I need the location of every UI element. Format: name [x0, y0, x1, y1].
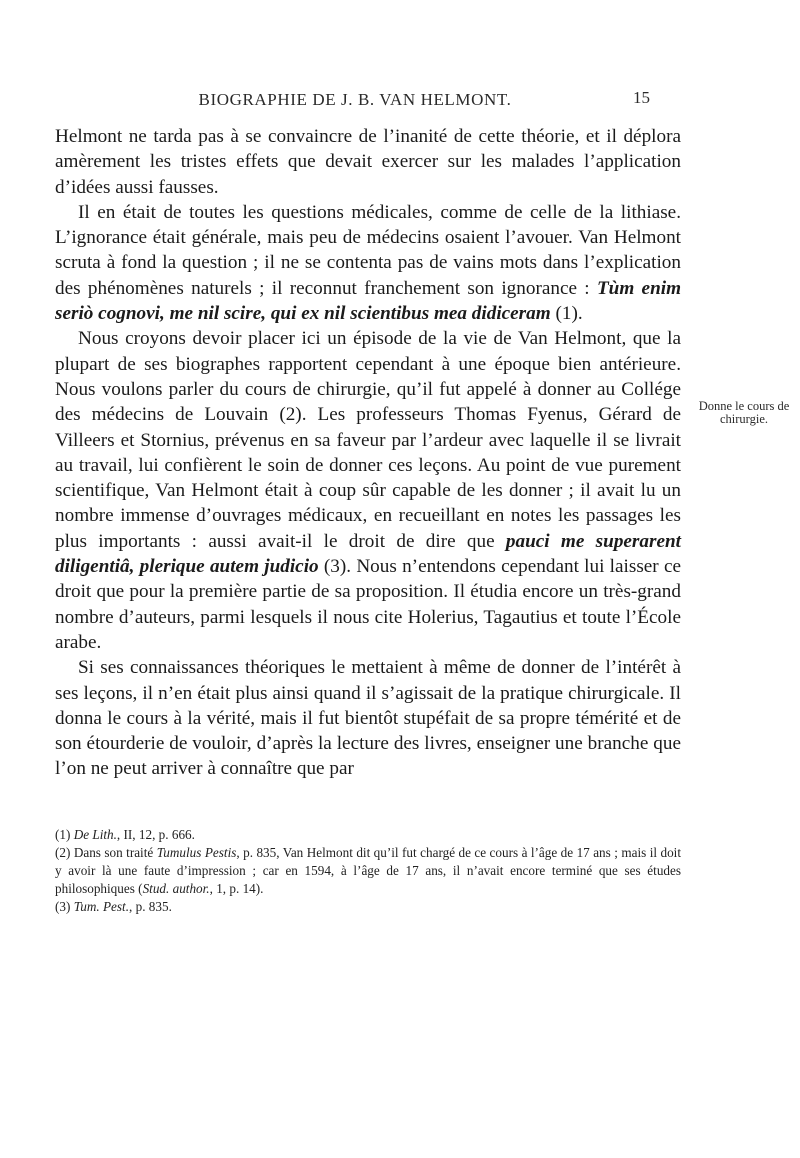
latin-quote-2: pauci me superarent diligentiâ, plerique autem judicio — [55, 530, 681, 578]
footnotes — [55, 826, 681, 916]
paragraph-1: Helmont ne tarda pas à se convaincre de l’inanité de cette théorie, et il déplora amèrement les tristes effets que devait exercer sur les malades l’application d’idées aussi fausses. — [55, 126, 681, 198]
footnote-1-title: De Lith. — [73, 827, 117, 842]
running-head: BIOGRAPHIE DE J. B. VAN HELMONT. — [198, 90, 512, 109]
footnote-2-number: (2) Dans son traité — [55, 845, 157, 860]
paragraph-2 — [55, 200, 681, 326]
footnote-3-rest: , p. 835. — [129, 899, 172, 914]
paragraph-2-text: Il en était de toutes les questions médicales, comme de celle de la lithiase. L’ignorance était générale, mais peu de médecins osaient l’avouer. Van Helmont scruta à fond la question ; il ne se contenta pas de vains mots dans l’explication des phénomènes naturels ; il reconnut franchement son ignorance : — [55, 201, 681, 299]
footnote-3 — [55, 898, 681, 916]
paragraph-3 — [55, 326, 681, 655]
paragraph-4: Si ses connaissances théoriques le mettaient à même de donner de l’intérêt à ses leçons, il n’en était plus ainsi quand il s’agissait de la pratique chirurgicale. Il donna le cours à la vérité, mais il fut bientôt stupéfait de sa propre témérité et de son étourderie de vouloir, d’après la lecture des livres, enseigner une branche que l’on ne peut arriver à connaître que par — [55, 657, 681, 780]
footnote-2-title2: Stud. author. — [142, 881, 210, 896]
footnote-2-title: Tumulus Pestis — [156, 845, 237, 860]
page-number: 15 — [633, 88, 650, 107]
paragraph-3-text: Nous croyons devoir placer ici un épisode de la vie de Van Helmont, que la plupart de ses biographes rapportent cependant à une époque bien antérieure. Nous voulons parler du cours de chirurgie, qu’il fut appelé à donner au Collége des médecins de Louvain (2). Les professeurs Thomas Fyenus, Gérard de Villeers et Stornius, prévenus en sa faveur par l’ardeur avec laquelle il se livrait au travail, lui confièrent le soin de donner ces leçons. Au point de vue purement scientifique, Van Helmont était à coup sûr capable de les donner ; il avait lu un nombre immense d’ouvrages médicaux, en recueillant en notes les passages les plus importants : aussi avait-il le droit de dire que — [55, 328, 681, 552]
margin-note: Donne le cours de chirurgie. — [698, 399, 790, 426]
footnote-3-number: (3) — [55, 899, 74, 914]
paragraph-3-end: (3). Nous n’entendons cependant lui laisser ce droit que pour la première partie de sa proposition. Il étudia encore un très-grand nombre d’auteurs, parmi lesquels il nous cite Holerius, Tagautius et toute l’École arabe. — [55, 556, 681, 653]
main-text — [55, 124, 681, 782]
footnote-2-mid: , p. 835, Van Helmont dit qu’il fut chargé de ce cours à l’âge de 17 ans ; mais il doit y avoir là une faute d’impression ; car en 1594, à l’âge de 17 ans, il n’avait encore terminé que ses études philosophiques ( — [55, 845, 682, 896]
footnote-3-title: Tum. Pest. — [73, 899, 130, 914]
latin-quote-1: Tùm enim seriò cognovi, me nil scire, qui ex nil scientibus mea didiceram — [55, 277, 682, 325]
footnote-1-number: (1) — [55, 827, 74, 842]
footnote-2 — [55, 844, 681, 898]
footnote-1 — [55, 826, 681, 844]
footnote-1-rest: , II, 12, p. 666. — [116, 827, 195, 842]
footnote-ref-1: (1). — [550, 303, 583, 325]
footnote-2-end: , 1, p. 14). — [209, 881, 264, 896]
